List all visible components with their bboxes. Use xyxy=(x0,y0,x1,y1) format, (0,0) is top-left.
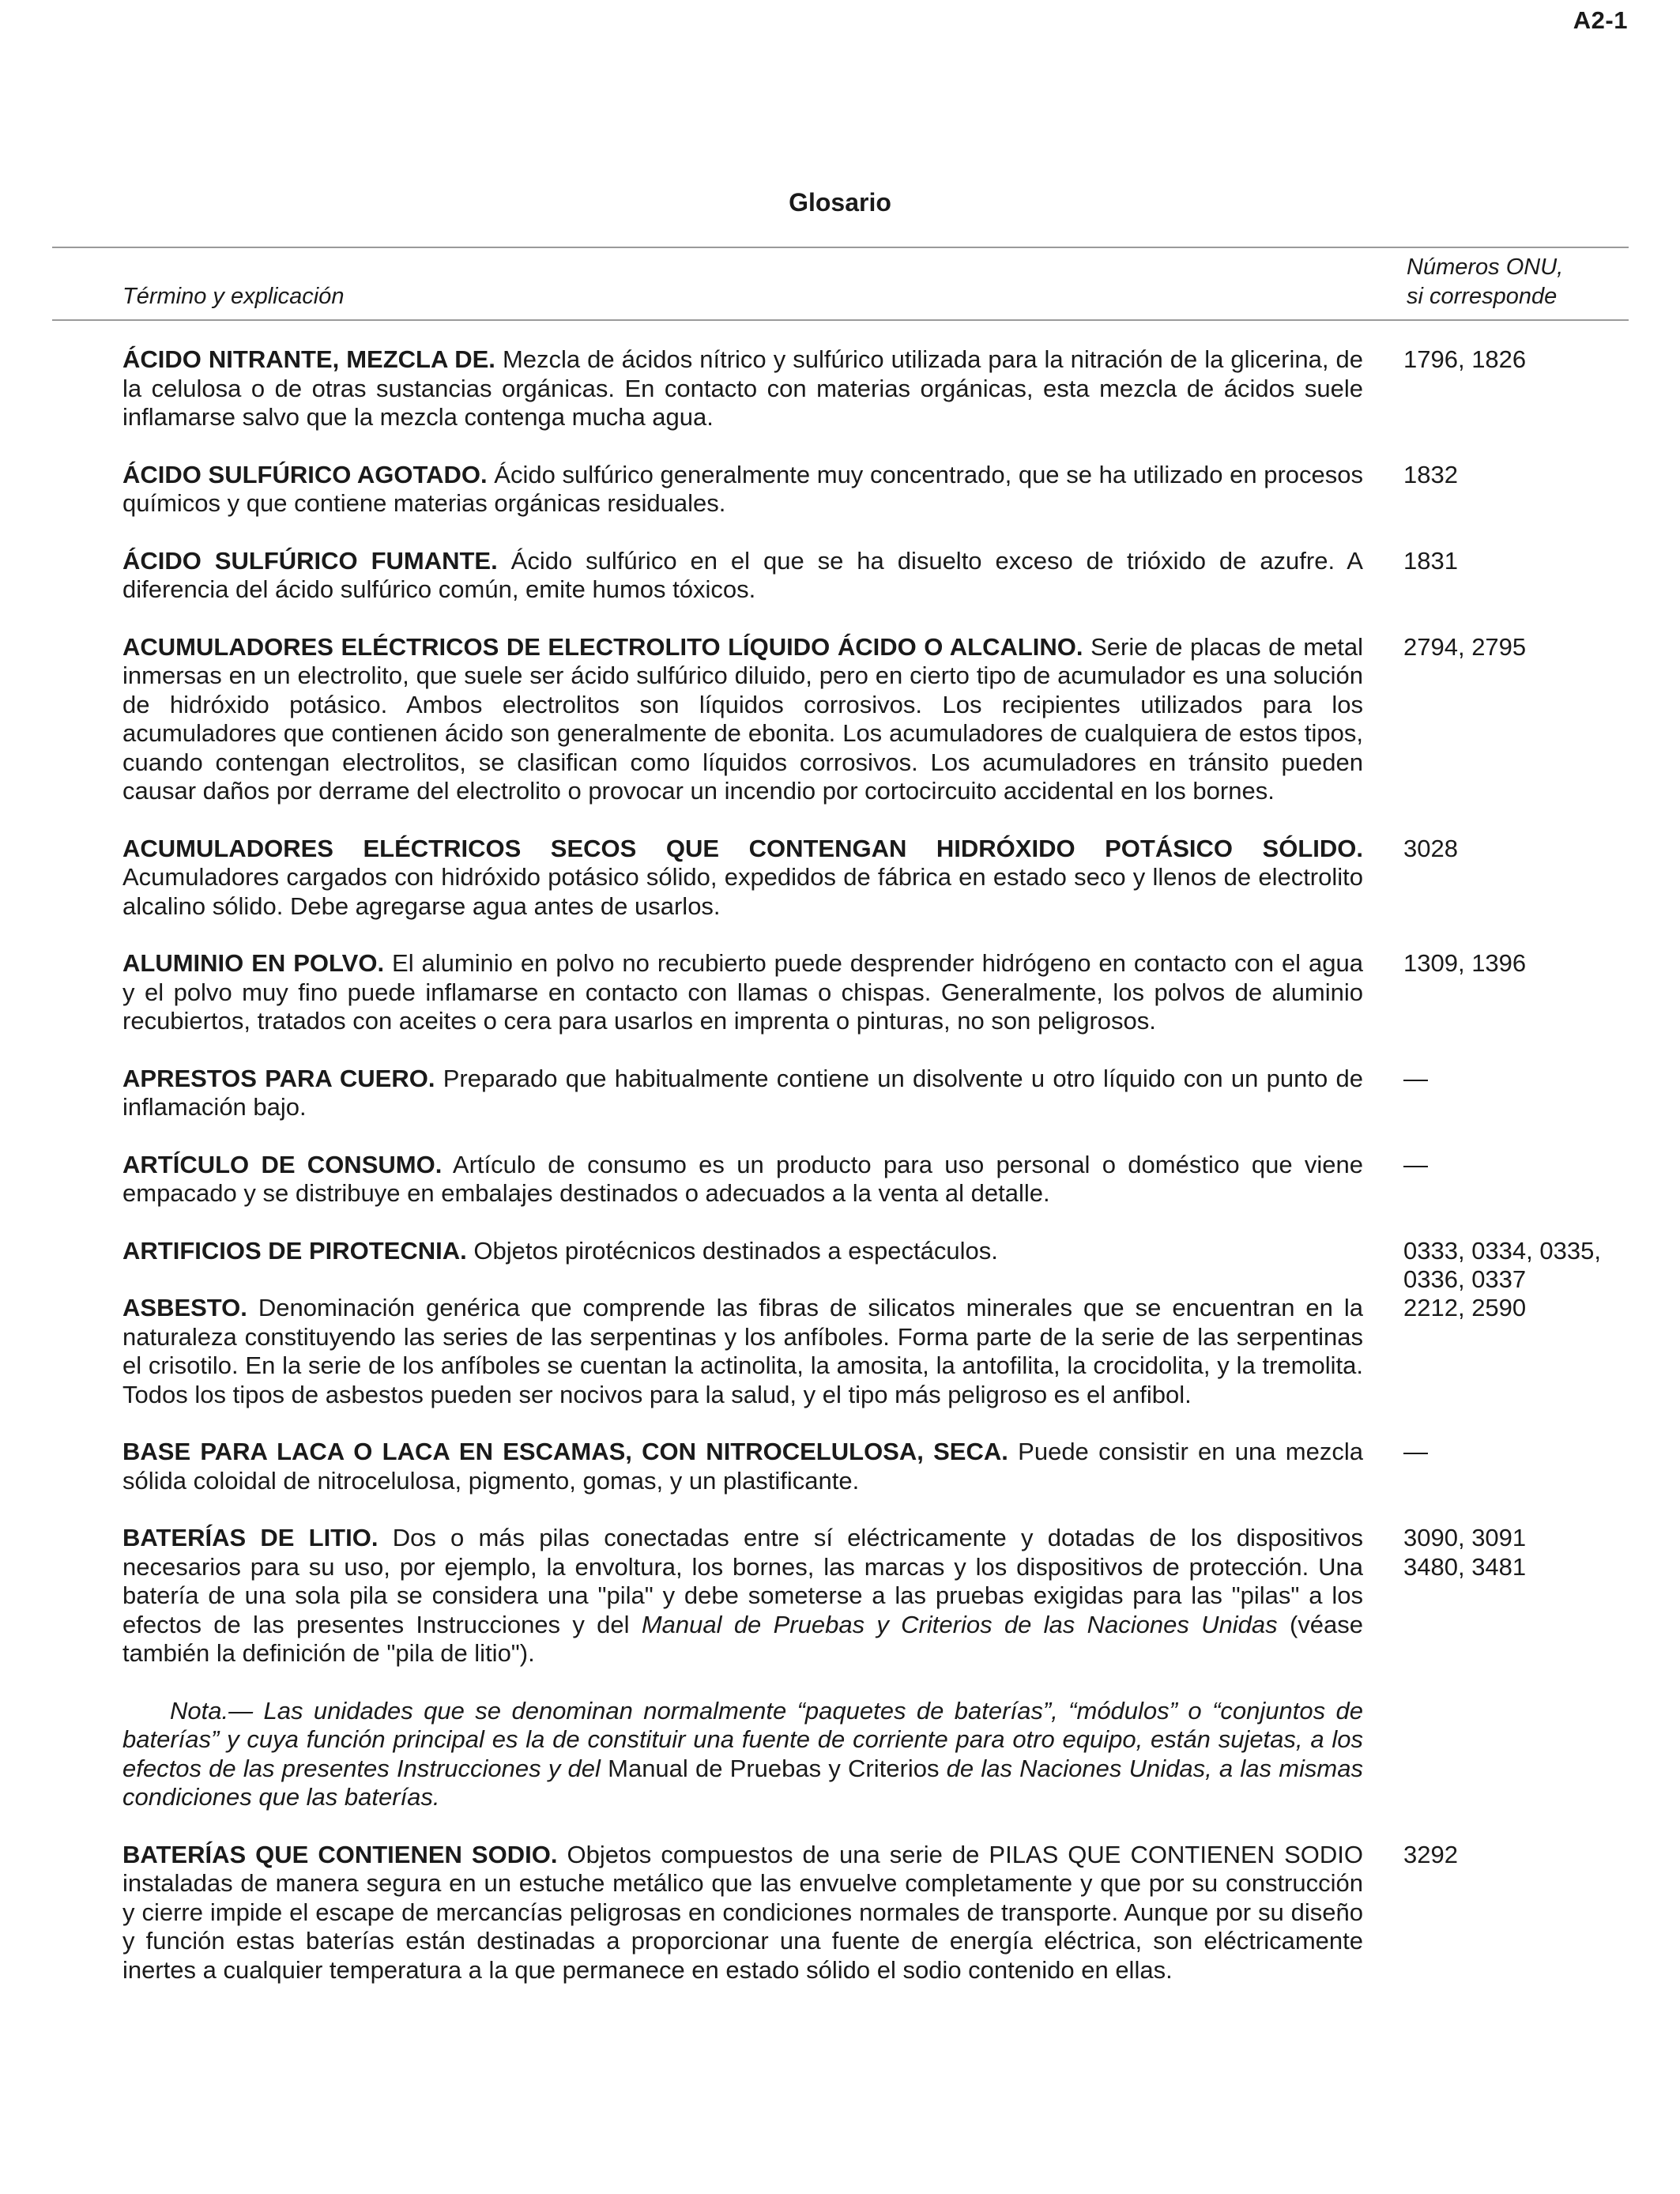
entry-term: ARTÍCULO DE CONSUMO. xyxy=(122,1150,443,1178)
table-header-bottom-rule xyxy=(52,319,1629,321)
entry-body xyxy=(122,1841,1363,1985)
glossary-entry xyxy=(0,1151,1680,1208)
entry-un-numbers: 0333, 0334, 0335, 0336, 0337 xyxy=(1403,1236,1601,1293)
entry-term: ACUMULADORES ELÉCTRICOS DE ELECTROLITO LÍQUIDO ÁCIDO O ALCALINO. xyxy=(122,632,1083,661)
entry-body xyxy=(122,1524,1363,1668)
entry-definition: Ácido sulfúrico generalmente muy concentrado, que se ha utilizado en procesos químicos y que contiene materias orgánicas residuales. xyxy=(122,460,1363,517)
entry-term: ALUMINIO EN POLVO. xyxy=(122,949,385,977)
entry-definition: Preparado que habitualmente contiene un disolvente u otro líquido con un punto de inflamación bajo. xyxy=(122,1064,1363,1121)
entry-term: BATERÍAS QUE CONTIENEN SODIO. xyxy=(122,1840,558,1868)
entry-body xyxy=(122,1294,1363,1409)
column-header-term: Término y explicación xyxy=(122,284,345,309)
entry-body xyxy=(122,835,1363,922)
entry-term: ARTIFICIOS DE PIROTECNIA. xyxy=(122,1236,467,1265)
entry-definition: Ácido sulfúrico en el que se ha disuelto exceso de trióxido de azufre. A diferencia del ácido sulfúrico común, emite humos tóxicos. xyxy=(122,546,1363,603)
column-header-un-line1: Números ONU, xyxy=(1407,254,1564,280)
glossary-entry xyxy=(0,1294,1680,1409)
entry-un-numbers: 1832 xyxy=(1403,460,1458,488)
entry-un-numbers: — xyxy=(1403,1064,1428,1092)
glossary-entry xyxy=(0,547,1680,605)
glossary-entry xyxy=(0,1236,1680,1293)
entry-un-numbers: 3090, 3091 3480, 3481 xyxy=(1403,1524,1527,1581)
entry-definition: Mezcla de ácidos nítrico y sulfúrico utilizada para la nitración de la glicerina, de la celulosa o de otras sustancias orgánicas. En contacto con materias orgánicas, esta mezcla de ácidos suele inflamarse salvo que la mezcla contenga mucha agua. xyxy=(122,345,1363,431)
entry-definition: Artículo de consumo es un producto para uso personal o doméstico que viene empacado y se distribuye en embalajes destinados o adecuados a la venta al detalle. xyxy=(122,1150,1363,1207)
glossary-entry xyxy=(0,1065,1680,1122)
note-paragraph xyxy=(122,1697,1363,1812)
entry-definition: Dos o más pilas conectadas entre sí eléctricamente y dotadas de los dispositivos necesarios para su uso, por ejemplo, la envoltura, los bornes, las marcas y los dispositivos de protección. Una batería de una sola pila se considera una "pila" y debe someterse a las pruebas exigidas para las "pilas" a los efectos de las presentes Instrucciones y del xyxy=(122,1524,1363,1638)
entry-un-numbers: 2212, 2590 xyxy=(1403,1294,1527,1321)
entry-un-numbers: 1796, 1826 xyxy=(1403,345,1527,373)
entry-reference-title: Manual de Pruebas y Criterios de las Naciones Unidas xyxy=(641,1610,1278,1638)
glossary-entry xyxy=(0,633,1680,806)
page-title: Glosario xyxy=(789,188,891,217)
entry-term: ÁCIDO SULFÚRICO AGOTADO. xyxy=(122,460,488,488)
entry-body xyxy=(122,547,1363,605)
column-header-un-line2: si corresponde xyxy=(1407,284,1558,309)
glossary-entry xyxy=(0,949,1680,1036)
entry-term: ASBESTO. xyxy=(122,1294,247,1321)
entry-body xyxy=(122,1438,1363,1495)
note-text: Nota.— Las unidades que se denominan normalmente “paquetes de baterías”, “módulos” o “conjuntos de baterías” y cuya función principal es la de constituir una fuente de corriente para otro equipo, están sujetas, a los efectos de las presentes Instrucciones y del xyxy=(122,1696,1363,1782)
entry-definition: Puede consistir en una mezcla sólida coloidal de nitrocelulosa, pigmento, gomas, y un plastificante. xyxy=(122,1438,1363,1495)
glossary-entry xyxy=(0,1524,1680,1668)
entry-term: ÁCIDO NITRANTE, MEZCLA DE. xyxy=(122,345,495,373)
entry-body xyxy=(122,633,1363,806)
entry-un-numbers: — xyxy=(1403,1438,1428,1465)
glossary-entry xyxy=(0,1438,1680,1495)
entry-body xyxy=(122,1065,1363,1122)
entry-definition: Objetos compuestos de una serie de PILAS QUE CONTIENEN SODIO instaladas de manera segura en un estuche metálico que las envuelve completamente y que por su construcción y cierre impide el escape de mercancías peligrosas en condiciones normales de transporte. Aunque por su diseño y función estas baterías están destinadas a proporcionar una fuente de energía eléctrica, son eléctricamente inertes a cualquier temperatura a la que permanece en estado sólido el sodio contenido en ellas. xyxy=(122,1840,1363,1984)
entry-body xyxy=(122,345,1363,432)
entry-body xyxy=(122,461,1363,518)
entry-definition: Denominación genérica que comprende las fibras de silicatos minerales que se encuentran en la naturaleza constituyendo las series de las serpentinas y los anfíboles. Forma parte de la serie de las serpentinas el crisotilo. En la serie de los anfíboles se cuentan la actinolita, la amosita, la antofilita, la crocidolita, y la tremolita. Todos los tipos de asbestos pueden ser nocivos para la salud, y el tipo más peligroso es el anfibol. xyxy=(122,1294,1363,1408)
entry-body xyxy=(122,1237,1363,1266)
glossary-entry xyxy=(0,1841,1680,1985)
entry-body xyxy=(122,1151,1363,1208)
entry-definition: Serie de placas de metal inmersas en un electrolito, que suele ser ácido sulfúrico diluido, pero en cierto tipo de acumulador es una solución de hidróxido potásico. Ambos electrolitos son líquidos corrosivos. Los recipientes utilizados para los acumuladores que contienen ácido son generalmente de ebonita. Los acumuladores de cualquiera de estos tipos, cuando contengan electrolitos, se clasifican como líquidos corrosivos. Los acumuladores en tránsito pueden causar daños por derrame del electrolito o provocar un incendio por cortocircuito accidental en los bornes. xyxy=(122,632,1363,805)
entry-definition-continued: (véase también la definición de "pila de litio"). xyxy=(122,1610,1363,1667)
entry-term: ACUMULADORES ELÉCTRICOS SECOS QUE CONTENGAN HIDRÓXIDO POTÁSICO SÓLIDO. xyxy=(122,834,1363,862)
entry-definition: El aluminio en polvo no recubierto puede desprender hidrógeno en contacto con el agua y el polvo muy fino puede inflamarse en contacto con llamas o chispas. Generalmente, los polvos de aluminio recubiertos, tratados con aceites o cera para usarlos en imprenta o pinturas, no son peligrosos. xyxy=(122,949,1363,1035)
entry-un-numbers: 3028 xyxy=(1403,834,1458,862)
entry-term: APRESTOS PARA CUERO. xyxy=(122,1064,435,1092)
entry-un-numbers: 2794, 2795 xyxy=(1403,632,1527,661)
glossary-entry xyxy=(0,835,1680,922)
entry-term: ÁCIDO SULFÚRICO FUMANTE. xyxy=(122,546,498,575)
note-text-continued: de las Naciones Unidas, a las mismas condiciones que las baterías. xyxy=(122,1754,1363,1811)
entry-un-numbers: 1309, 1396 xyxy=(1403,949,1527,977)
entry-definition: Objetos pirotécnicos destinados a espectáculos. xyxy=(473,1236,998,1265)
glossary-entry xyxy=(0,461,1680,518)
entry-un-numbers: 3292 xyxy=(1403,1840,1458,1868)
entry-term: BASE PARA LACA O LACA EN ESCAMAS, CON NITROCELULOSA, SECA. xyxy=(122,1438,1008,1465)
table-header-top-rule xyxy=(52,247,1629,248)
page-number: A2-1 xyxy=(1573,6,1628,34)
entry-un-numbers: — xyxy=(1403,1150,1428,1178)
entry-definition: Acumuladores cargados con hidróxido potásico sólido, expedidos de fábrica en estado seco y llenos de electrolito alcalino sólido. Debe agregarse agua antes de usarlos. xyxy=(122,863,1363,920)
entry-term: BATERÍAS DE LITIO. xyxy=(122,1524,379,1551)
column-header-un-numbers xyxy=(1407,253,1563,311)
glossary-entries xyxy=(0,345,1680,2013)
glossary-entry xyxy=(0,345,1680,432)
note-reference-title: Manual de Pruebas y Criterios xyxy=(608,1754,940,1782)
entry-un-numbers: 1831 xyxy=(1403,546,1458,575)
entry-body xyxy=(122,949,1363,1036)
